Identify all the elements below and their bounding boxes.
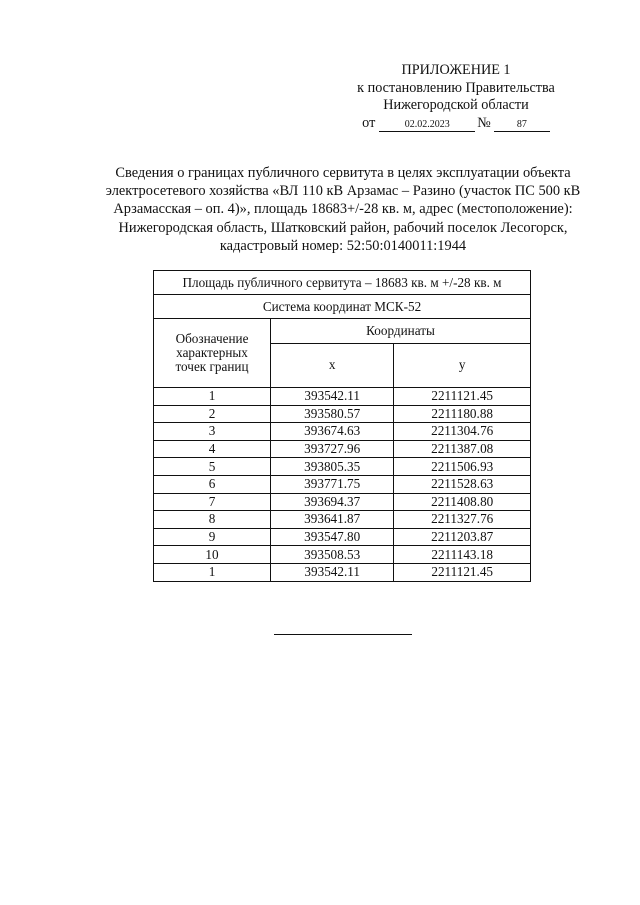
designation-header [154,319,271,388]
appendix-title: ПРИЛОЖЕНИЕ 1 [401,62,511,78]
appendix-header [300,62,612,132]
area-header: Площадь публичного сервитута – 18683 кв. м +/-28 кв. м [154,271,531,295]
system-header-row [154,295,531,319]
x-cell: 393674.63 [271,423,394,441]
point-cell: 6 [154,475,271,493]
y-cell: 2211408.80 [394,493,531,511]
table-row [154,563,531,581]
x-cell: 393580.57 [271,405,394,423]
coordinates-header: Координаты [271,319,531,344]
resolution-number: 87 [494,118,550,132]
intro-line: Нижегородская область, Шатковский район, рабочий поселок Лесогорск, [118,219,568,236]
point-cell: 3 [154,423,271,441]
x-cell: 393805.35 [271,458,394,476]
y-cell: 2211327.76 [394,511,531,529]
y-cell: 2211143.18 [394,546,531,564]
coordinates-table [153,270,531,582]
x-cell: 393771.75 [271,475,394,493]
x-header: x [271,343,394,387]
resolution-date: 02.02.2023 [379,118,475,132]
table-row [154,511,531,529]
separator-line [274,634,412,635]
columns-header-row [154,319,531,344]
y-header: y [394,343,531,387]
point-cell: 7 [154,493,271,511]
appendix-resolution-line: к постановлению Правительства [357,79,555,96]
y-cell: 2211203.87 [394,528,531,546]
x-cell: 393641.87 [271,511,394,529]
x-cell: 393727.96 [271,440,394,458]
appendix-date-line [300,115,612,133]
x-cell: 393542.11 [271,388,394,406]
intro-line: Арзамасская – оп. 4)», площадь 18683+/-28 кв. м, адрес (местоположение): [113,201,573,218]
point-cell: 9 [154,528,271,546]
point-cell: 10 [154,546,271,564]
appendix-region-line: Нижегородской области [383,97,529,113]
designation-header-line: характерных [176,345,248,360]
y-cell: 2211121.45 [394,563,531,581]
x-cell: 393694.37 [271,493,394,511]
point-cell: 1 [154,388,271,406]
y-cell: 2211528.63 [394,475,531,493]
area-header-row [154,271,531,295]
number-label: № [477,114,491,131]
table-row [154,546,531,564]
point-cell: 8 [154,511,271,529]
intro-line: Сведения о границах публичного сервитута в целях эксплуатации объекта [115,165,571,181]
point-cell: 2 [154,405,271,423]
table-row [154,493,531,511]
intro-line: электросетевого хозяйства «ВЛ 110 кВ Арзамас – Разино (участок ПС 500 кВ [105,183,581,200]
designation-header-line: точек границ [175,359,249,374]
table-row [154,458,531,476]
designation-header-line: Обозначение [175,331,249,346]
from-label: от [362,114,376,131]
table-row [154,423,531,441]
table-row [154,528,531,546]
y-cell: 2211304.76 [394,423,531,441]
x-cell: 393508.53 [271,546,394,564]
x-cell: 393547.80 [271,528,394,546]
y-cell: 2211387.08 [394,440,531,458]
y-cell: 2211506.93 [394,458,531,476]
intro-line: кадастровый номер: 52:50:0140011:1944 [219,237,467,254]
coordinate-system-header: Система координат МСК-52 [154,295,531,319]
table-row [154,475,531,493]
table-row [154,388,531,406]
x-cell: 393542.11 [271,563,394,581]
table-row [154,440,531,458]
table-row [154,405,531,423]
y-cell: 2211121.45 [394,388,531,406]
intro-paragraph [84,164,602,255]
y-cell: 2211180.88 [394,405,531,423]
point-cell: 4 [154,440,271,458]
point-cell: 5 [154,458,271,476]
point-cell: 1 [154,563,271,581]
